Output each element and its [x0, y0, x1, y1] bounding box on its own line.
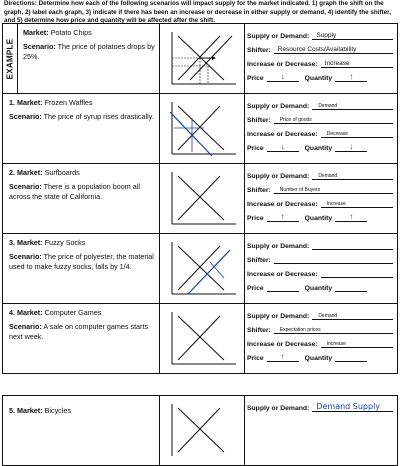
shifter-field[interactable]	[274, 254, 393, 264]
answer-cell: Supply or Demand: Demand Supply	[243, 396, 397, 465]
quantity-answer[interactable]	[335, 351, 367, 362]
answer-cell: Supply or Demand: Supply Shifter: Resource Costs/Availability Increase or Decrease: Increase Price ↓ Quantity ↑	[243, 24, 397, 93]
scenario-text: The price of syrup rises drastically.	[43, 112, 154, 121]
scenario-row-4	[2, 303, 398, 374]
graph-svg	[164, 28, 240, 91]
worksheet-table	[2, 23, 398, 423]
market-name: Bicycles	[44, 406, 71, 415]
market-name: Surfboards	[44, 168, 80, 177]
answer-cell: Supply or Demand: Demand Shifter: Number of Buyers Increase or Decrease: Increase Price ↑ Quantity ↑	[243, 164, 397, 233]
supply-demand-graph[interactable]	[159, 396, 245, 465]
price-answer[interactable]: ↑	[267, 351, 299, 362]
market-name: Computer Games	[44, 308, 102, 317]
supply-demand-graph[interactable]	[159, 24, 245, 93]
scenario-cell: 4. Market: Computer Games Scenario: A sale on computer games starts next week.	[9, 308, 149, 341]
supply-demand-graph[interactable]	[159, 234, 245, 303]
market-name: Fuzzy Socks	[44, 238, 86, 247]
quantity-answer[interactable]: ↓	[335, 141, 367, 152]
scenario-row-2	[2, 163, 398, 234]
price-answer[interactable]: ↑	[267, 211, 299, 222]
graph-svg	[164, 98, 240, 161]
quantity-answer[interactable]: ↑	[335, 211, 367, 222]
scenario-cell: Market: Potato Chips Scenario: The price of potatoes drops by 25%.	[23, 28, 155, 61]
scenario-row-5	[2, 395, 398, 466]
directions-text: Directions: Determine how each of the following scenarios will impact supply for the market indicated. 1) graph the shift on the graph, 2) label each graph, 3) indicate if there has been an increase or decrease in either supply or demand, 4) identify the shifter, and 5) determine how price and quantity will be affected after the shift.	[4, 0, 392, 25]
supply-demand-graph[interactable]	[159, 94, 245, 163]
supply-or-demand-field[interactable]: Demand	[312, 310, 393, 320]
scenario-cell: 2. Market: Surfboards Scenario: There is a population boom all across the state of California.	[9, 168, 140, 201]
increase-decrease-field[interactable]: Increase	[321, 58, 393, 68]
quantity-answer[interactable]	[335, 281, 367, 292]
scenario-row-1	[2, 93, 398, 164]
answer-cell: Supply or Demand: Demand Shifter: Price of goods Increase or Decrease: Decrease Price ↓ Quantity ↓	[243, 94, 397, 163]
supply-or-demand-field[interactable]: Supply	[312, 30, 393, 40]
graph-svg	[164, 168, 240, 231]
supply-or-demand-field[interactable]: Demand	[312, 170, 393, 180]
shifter-field[interactable]: Price of goods	[274, 114, 393, 124]
supply-or-demand-field[interactable]	[312, 240, 393, 250]
market-name: Potato Chips	[50, 28, 92, 37]
graph-svg	[164, 400, 240, 463]
shifter-field[interactable]: Number of Buyers	[274, 184, 393, 194]
scenario-text: The price of polyester, the material used to make fuzzy socks, falls by 1/4.	[9, 252, 154, 271]
supply-or-demand-field[interactable]: Demand Supply	[312, 402, 393, 412]
scenario-row-3	[2, 233, 398, 304]
supply-or-demand-field[interactable]: Demand	[312, 100, 393, 110]
price-answer[interactable]: ↓	[267, 71, 299, 82]
scenario-text: There is a population boom all across the state of California.	[9, 182, 140, 201]
example-row	[2, 23, 398, 94]
example-tab: EXAMPLE	[3, 24, 18, 93]
answer-cell: Supply or Demand: Demand Shifter: Expectation prices Increase or Decrease: Increase Price ↑ Quantity	[243, 304, 397, 373]
scenario-text: The price of potatoes drops by 25%.	[23, 42, 155, 61]
scenario-cell: 5. Market: Bicycles	[9, 406, 71, 415]
scenario-text: A sale on computer games starts next week.	[9, 322, 149, 341]
graph-svg	[164, 238, 240, 301]
scenario-cell: 3. Market: Fuzzy Socks Scenario: The price of polyester, the material used to make fuzzy socks, falls by 1/4.	[9, 238, 154, 271]
answer-cell: Supply or Demand: Shifter: Increase or Decrease: Price Quantity	[243, 234, 397, 303]
shifter-field[interactable]: Resource Costs/Availability	[274, 44, 393, 54]
increase-decrease-field[interactable]: Decrease	[321, 128, 393, 138]
increase-decrease-field[interactable]	[321, 268, 393, 278]
price-answer[interactable]: ↓	[267, 141, 299, 152]
increase-decrease-field[interactable]: Increase	[321, 338, 393, 348]
shifter-field[interactable]: Expectation prices	[274, 324, 393, 334]
graph-svg	[164, 308, 240, 371]
scenario-cell: 1. Market: Frozen Waffles Scenario: The price of syrup rises drastically.	[9, 98, 154, 121]
quantity-answer[interactable]: ↑	[335, 71, 367, 82]
supply-demand-graph[interactable]	[159, 164, 245, 233]
supply-demand-graph[interactable]	[159, 304, 245, 373]
increase-decrease-field[interactable]: Increase	[321, 198, 393, 208]
market-name: Frozen Waffles	[44, 98, 93, 107]
price-answer[interactable]	[267, 281, 299, 292]
